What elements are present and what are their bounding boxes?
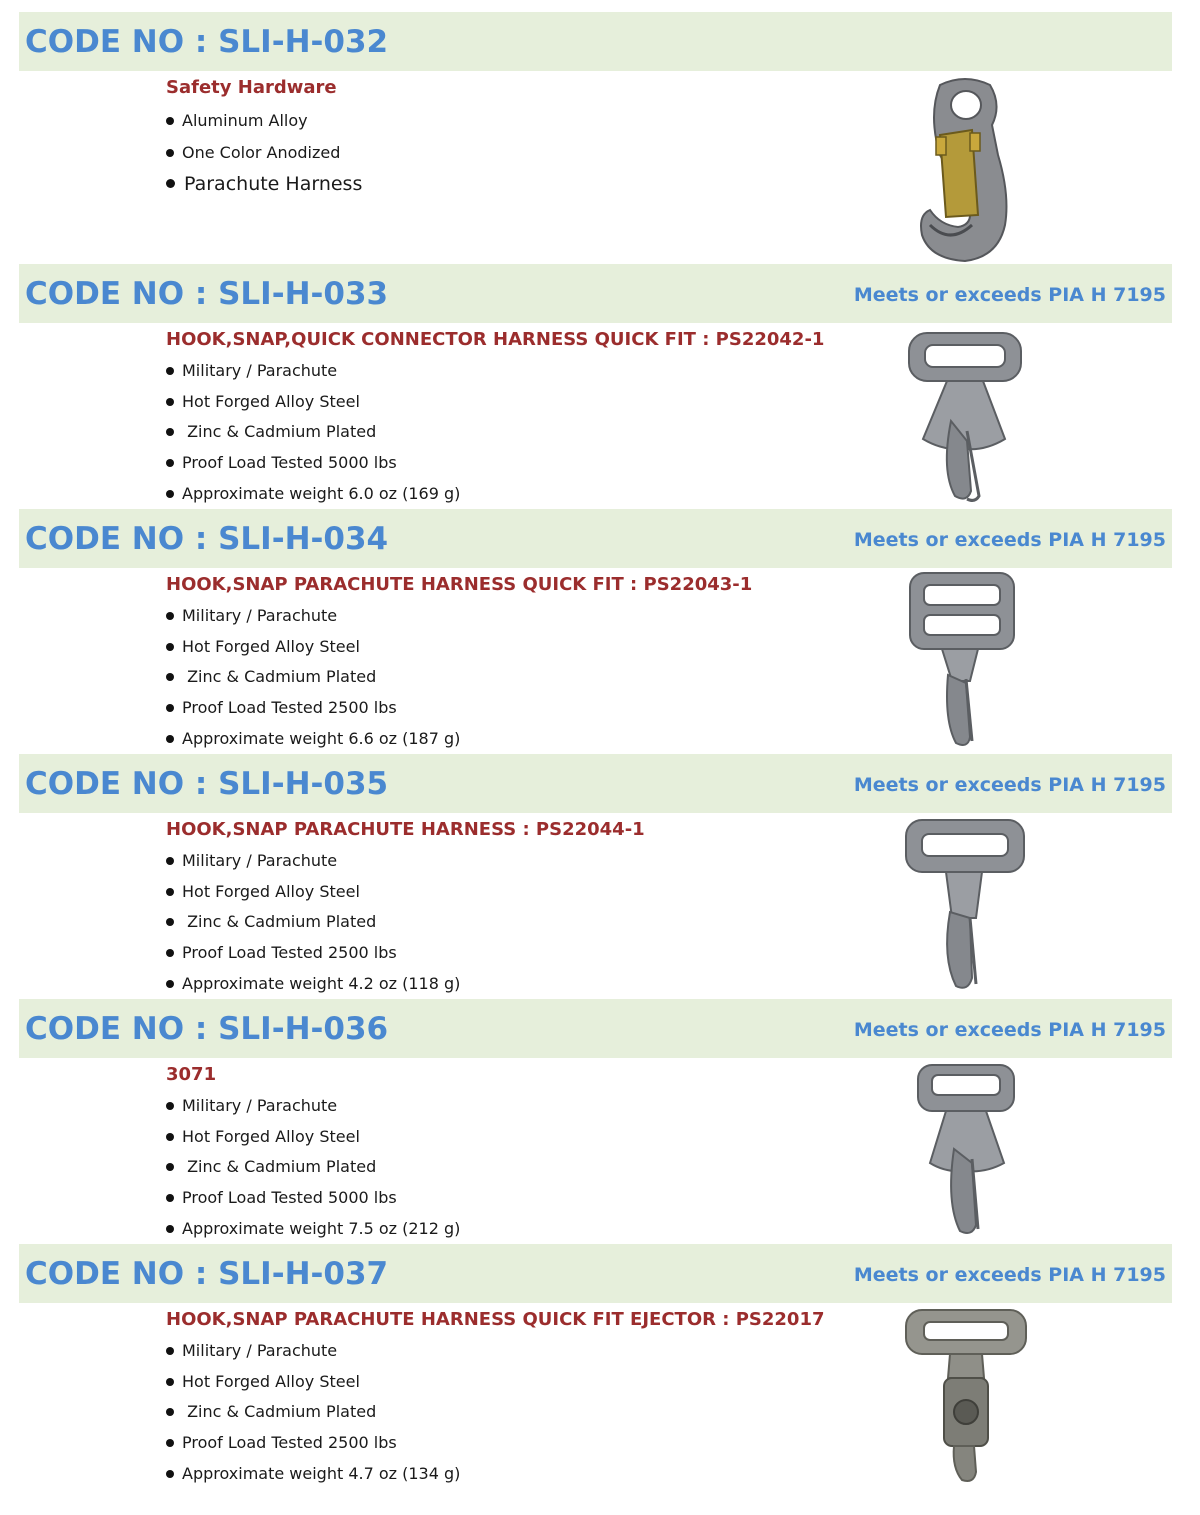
feature-item: Hot Forged Alloy Steel	[166, 882, 360, 902]
feature-item: Parachute Harness	[166, 174, 362, 194]
snap-hook-icon	[905, 331, 1025, 503]
bullet-icon	[166, 918, 174, 926]
feature-item: Zinc & Cadmium Plated	[166, 422, 376, 442]
feature-item: Proof Load Tested 2500 lbs	[166, 943, 397, 963]
bullet-icon	[166, 980, 174, 988]
bullet-icon	[166, 367, 174, 375]
bullet-icon	[166, 1378, 174, 1386]
bullet-icon	[166, 398, 174, 406]
feature-item: Zinc & Cadmium Plated	[166, 912, 376, 932]
feature-item: Military / Parachute	[166, 1096, 337, 1116]
bullet-icon	[166, 1194, 174, 1202]
snap-hook-icon	[916, 1063, 1016, 1237]
standard-compliance-note: Meets or exceeds PIA H 7195	[853, 1264, 1166, 1286]
bullet-icon	[166, 428, 174, 436]
snap-hook-double-slot-icon	[906, 571, 1018, 749]
feature-item: Military / Parachute	[166, 1341, 337, 1361]
feature-item: Aluminum Alloy	[166, 111, 308, 131]
code-header-band	[19, 509, 1172, 568]
product-title: HOOK,SNAP PARACHUTE HARNESS QUICK FIT : PS22043-1	[166, 574, 753, 595]
product-title: 3071	[166, 1064, 217, 1085]
code-header-band	[19, 1244, 1172, 1303]
bullet-icon	[166, 949, 174, 957]
feature-item: One Color Anodized	[166, 143, 340, 163]
code-number: CODE NO : SLI-H-032	[25, 24, 389, 60]
feature-item: Approximate weight 6.6 oz (187 g)	[166, 729, 460, 749]
bullet-icon	[166, 1102, 174, 1110]
standard-compliance-note: Meets or exceeds PIA H 7195	[853, 774, 1166, 796]
standard-compliance-note: Meets or exceeds PIA H 7195	[853, 1019, 1166, 1041]
feature-item: Zinc & Cadmium Plated	[166, 667, 376, 687]
feature-item: Approximate weight 4.7 oz (134 g)	[166, 1464, 460, 1484]
code-number: CODE NO : SLI-H-035	[25, 766, 389, 802]
feature-item: Proof Load Tested 2500 lbs	[166, 698, 397, 718]
bullet-icon	[166, 704, 174, 712]
feature-item: Zinc & Cadmium Plated	[166, 1157, 376, 1177]
bullet-icon	[166, 735, 174, 743]
bullet-icon	[166, 149, 174, 157]
code-header-band	[19, 12, 1172, 71]
snap-hook-ejector-icon	[904, 1308, 1028, 1484]
bullet-icon	[166, 117, 174, 125]
bullet-icon	[166, 857, 174, 865]
product-title: HOOK,SNAP,QUICK CONNECTOR HARNESS QUICK FIT : PS22042-1	[166, 329, 825, 350]
feature-item: Hot Forged Alloy Steel	[166, 392, 360, 412]
feature-item: Hot Forged Alloy Steel	[166, 1372, 360, 1392]
code-number: CODE NO : SLI-H-034	[25, 521, 389, 557]
feature-item: Military / Parachute	[166, 606, 337, 626]
feature-item: Hot Forged Alloy Steel	[166, 1127, 360, 1147]
bullet-icon	[166, 179, 175, 188]
snap-hook-brass-gate-icon	[910, 75, 1020, 265]
feature-item: Proof Load Tested 5000 lbs	[166, 453, 397, 473]
code-header-band	[19, 754, 1172, 813]
bullet-icon	[166, 1347, 174, 1355]
bullet-icon	[166, 643, 174, 651]
bullet-icon	[166, 1163, 174, 1171]
feature-item: Military / Parachute	[166, 361, 337, 381]
standard-compliance-note: Meets or exceeds PIA H 7195	[853, 529, 1166, 551]
code-number: CODE NO : SLI-H-037	[25, 1256, 389, 1292]
product-title: HOOK,SNAP PARACHUTE HARNESS QUICK FIT EJECTOR : PS22017	[166, 1309, 825, 1330]
standard-compliance-note: Meets or exceeds PIA H 7195	[853, 284, 1166, 306]
feature-item: Zinc & Cadmium Plated	[166, 1402, 376, 1422]
feature-item: Proof Load Tested 5000 lbs	[166, 1188, 397, 1208]
feature-item: Hot Forged Alloy Steel	[166, 637, 360, 657]
bullet-icon	[166, 612, 174, 620]
code-header-band	[19, 999, 1172, 1058]
product-title: HOOK,SNAP PARACHUTE HARNESS : PS22044-1	[166, 819, 645, 840]
feature-item: Approximate weight 4.2 oz (118 g)	[166, 974, 460, 994]
bullet-icon	[166, 490, 174, 498]
bullet-icon	[166, 673, 174, 681]
bullet-icon	[166, 1133, 174, 1141]
code-number: CODE NO : SLI-H-033	[25, 276, 389, 312]
product-title: Safety Hardware	[166, 77, 337, 98]
code-number: CODE NO : SLI-H-036	[25, 1011, 389, 1047]
bullet-icon	[166, 459, 174, 467]
feature-item: Approximate weight 7.5 oz (212 g)	[166, 1219, 460, 1239]
bullet-icon	[166, 1408, 174, 1416]
feature-item: Proof Load Tested 2500 lbs	[166, 1433, 397, 1453]
snap-hook-icon	[904, 818, 1026, 992]
bullet-icon	[166, 1439, 174, 1447]
feature-item: Approximate weight 6.0 oz (169 g)	[166, 484, 460, 504]
bullet-icon	[166, 1225, 174, 1233]
code-header-band	[19, 264, 1172, 323]
bullet-icon	[166, 888, 174, 896]
bullet-icon	[166, 1470, 174, 1478]
feature-item: Military / Parachute	[166, 851, 337, 871]
